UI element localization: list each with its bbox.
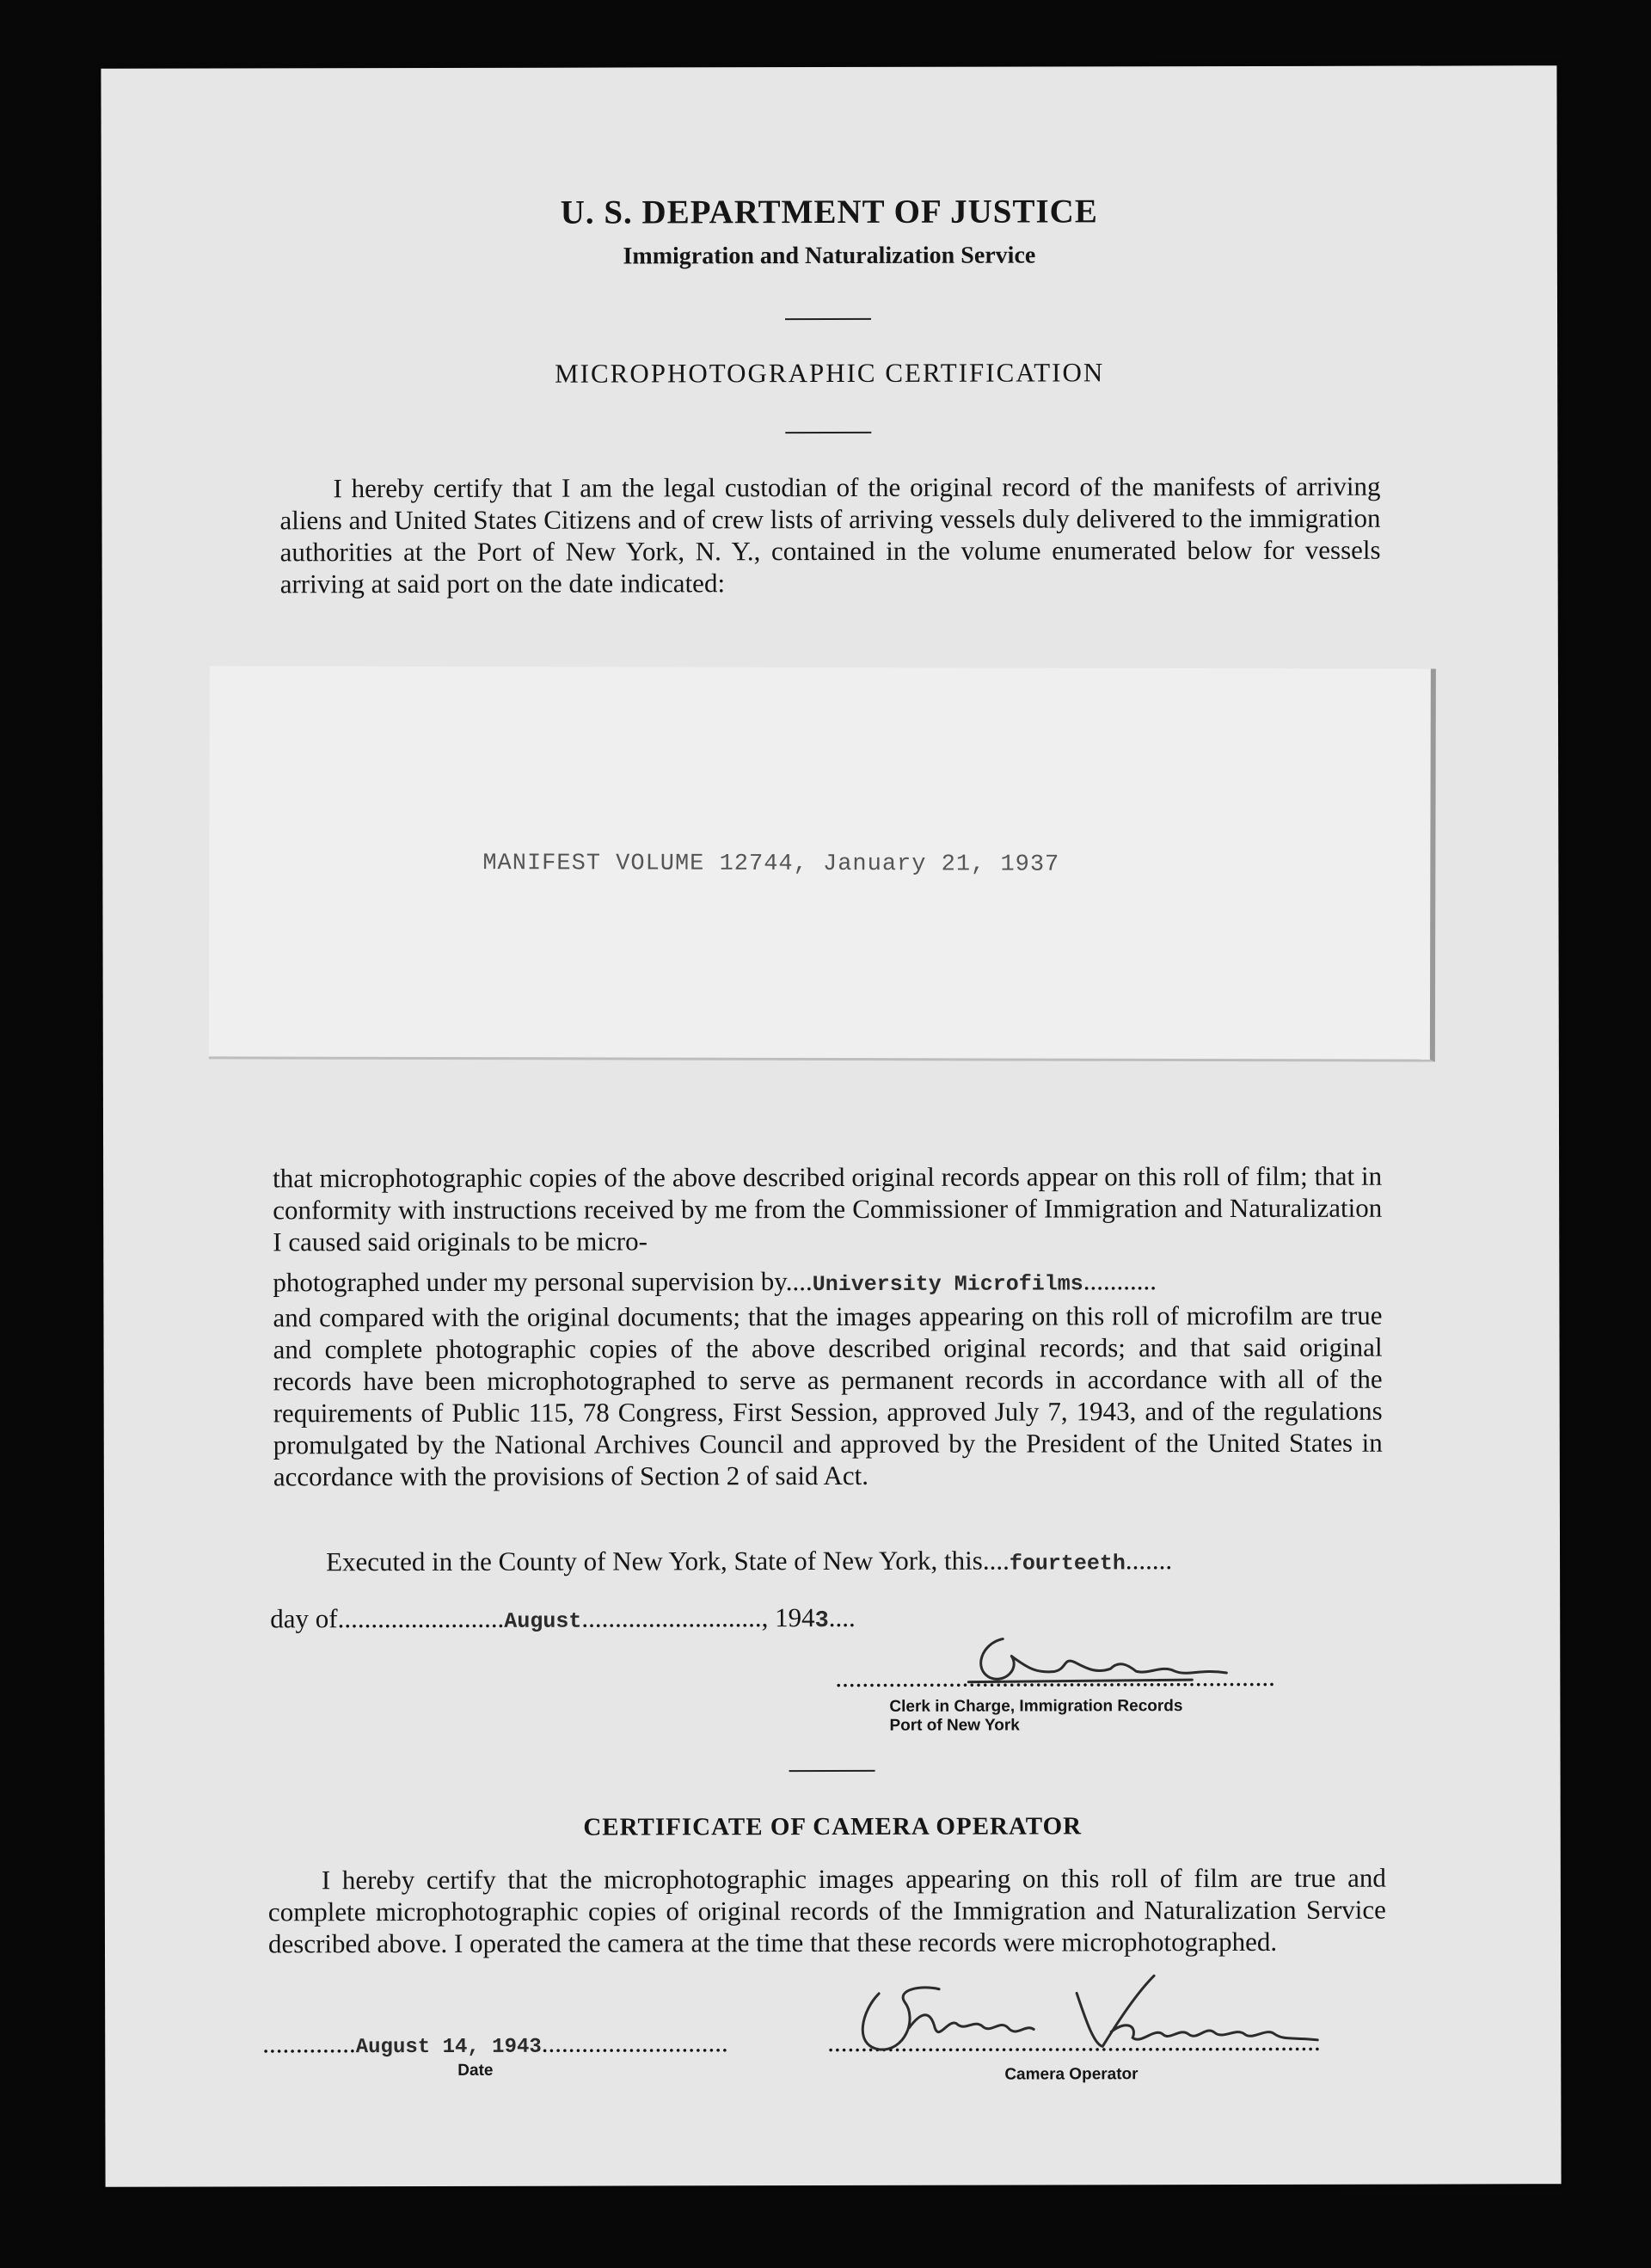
clerk-title-line1: Clerk in Charge, Immigration Records: [889, 1697, 1183, 1716]
clerk-signature: [951, 1621, 1235, 1699]
department-subtitle: Immigration and Naturalization Service: [623, 242, 1036, 270]
camera-text: I hereby certify that the microphotographic images appearing on this roll of film are true and complete microphotographic copies of original records of the Immigration and Naturalization Service described above. I operated the camera at the time that these records were microphotographed.: [267, 1862, 1386, 1959]
certification-title: MICROPHOTOGRAPHIC CERTIFICATION: [555, 357, 1105, 389]
execution-line: [326, 1544, 1392, 1582]
intro-paragraph: [279, 470, 1380, 600]
volume-label-paste: [209, 666, 1436, 1061]
certificate-sheet: [101, 65, 1561, 2187]
execution-month: August: [504, 1608, 582, 1634]
title-divider: [785, 432, 871, 433]
body-paragraph: [273, 1160, 1383, 1493]
operator-signature-line: ..........................................................................: [827, 2025, 1321, 2058]
supervisor-name: University Microfilms: [812, 1271, 1083, 1298]
camera-certificate-title: CERTIFICATE OF CAMERA OPERATOR: [583, 1812, 1083, 1841]
day-of-dots-1: .........................: [337, 1602, 505, 1634]
camera-paragraph: [268, 1862, 1386, 1960]
body-part-1: that microphotographic copies of the above described original records appear on this roll of film; that in conformity with instructions received by me from the Commissioner of Immigration and Naturalization I caused said originals to be micro-: [273, 1160, 1383, 1257]
camera-divider: [789, 1770, 875, 1772]
operator-signature: [844, 1958, 1326, 2062]
day-of-dots-2: ...........................: [581, 1602, 762, 1633]
year-prefix: , 194: [761, 1602, 815, 1633]
clerk-title-line2: Port of New York: [889, 1716, 1020, 1735]
volume-label: MANIFEST VOLUME 12744, January 21, 1937: [482, 851, 1060, 878]
day-of-label: day of: [270, 1603, 338, 1634]
day-of-line: [270, 1601, 1044, 1638]
date-dots-2: ............................: [541, 2027, 728, 2058]
execution-day: fourteeth: [1009, 1551, 1126, 1577]
supervision-prefix: photographed under my personal supervision by....: [273, 1266, 813, 1298]
date-dots-1: ..............: [262, 2028, 356, 2059]
execution-prefix: Executed in the County of New York, State of New York, this....: [326, 1545, 1010, 1577]
clerk-signature-line: ..................................................................: [835, 1661, 1275, 1693]
body-part-2: [273, 1264, 1382, 1302]
date-label: Date: [457, 2061, 494, 2080]
clerk-title: [889, 1697, 1182, 1736]
camera-date: August 14, 1943: [355, 2035, 542, 2060]
operator-label: Camera Operator: [1004, 2065, 1139, 2084]
execution-dots: .......: [1125, 1545, 1173, 1576]
department-title: U. S. DEPARTMENT OF JUSTICE: [560, 193, 1098, 231]
year-dots: ....: [828, 1601, 856, 1633]
supervisor-dots: ...........: [1083, 1265, 1157, 1296]
body-part-3: and compared with the original documents; that the images appearing on this roll of microfilm are true and complete photographic copies of the above described original records; and that said original records have been microphotographed to serve as permanent records in accordance with all of the requirements of Public 115, 78 Congress, First Session, approved July 7, 1943, and of the regulations promulgated by the National Archives Council and approved by the President of the United States in accordance with the provisions of Section 2 of said Act.: [273, 1300, 1383, 1492]
header-divider: [785, 318, 871, 320]
date-line: [262, 2026, 744, 2063]
year-suffix: 3: [814, 1608, 829, 1635]
intro-text: I hereby certify that I am the legal custodian of the original record of the manifests of arriving aliens and United States Citizens and of crew lists of arriving vessels duly delivered to the immigration authorities at the Port of New York, N. Y., contained in the volume enumerated below for vessels arriving at said port on the date indicated:: [279, 470, 1381, 599]
